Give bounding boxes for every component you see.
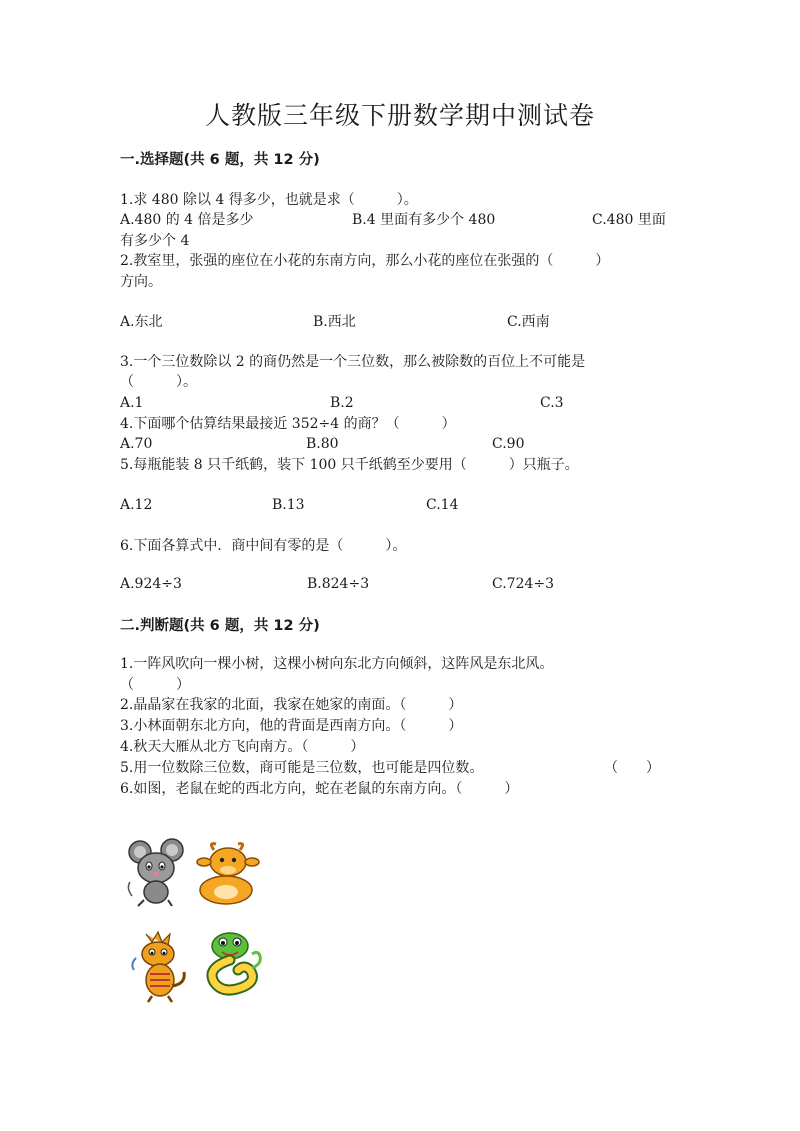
question-5-option-a: A.12 xyxy=(120,497,153,513)
question-1-option-b: B.4 里面有多少个 480 xyxy=(352,212,496,228)
judge-4-stem: 4.秋天大雁从北方飞向南方。（ ） xyxy=(120,739,365,755)
page-title: 人教版三年级下册数学期中测试卷 xyxy=(204,101,595,130)
question-2-option-a: A.东北 xyxy=(120,314,163,330)
section-heading-choice: 一.选择题(共 6 题，共 12 分) xyxy=(120,152,320,168)
question-4-stem: 4.下面哪个估算结果最接近 352÷4 的商？（ ） xyxy=(120,416,456,432)
ox-icon xyxy=(192,840,264,908)
mouse-icon xyxy=(126,838,190,910)
question-3-stem: 3.一个三位数除以 2 的商仍然是一个三位数，那么被除数的百位上不可能是 xyxy=(120,354,586,370)
question-2-stem: 2.教室里，张强的座位在小花的东南方向，那么小花的座位在张强的（ ） xyxy=(120,253,610,269)
question-2-option-b: B.西北 xyxy=(313,314,356,330)
dragon-icon xyxy=(128,928,192,1004)
question-2-stem-cont: 方向。 xyxy=(120,274,162,290)
section-heading-judge: 二.判断题(共 6 题，共 12 分) xyxy=(120,618,320,634)
question-3-stem-cont: （ ）。 xyxy=(120,374,197,390)
judge-5-blank: （ ） xyxy=(604,760,660,776)
question-3-option-b: B.2 xyxy=(330,395,354,411)
question-6-stem: 6.下面各算式中．商中间有零的是（ ）。 xyxy=(120,538,407,554)
question-4-option-b: B.80 xyxy=(306,436,339,452)
question-2-option-c: C.西南 xyxy=(507,314,550,330)
question-3-option-c: C.3 xyxy=(540,395,564,411)
question-6-option-c: C.724÷3 xyxy=(492,576,555,592)
judge-5-stem: 5.用一位数除三位数，商可能是三位数，也可能是四位数。 xyxy=(120,760,484,776)
judge-6-stem: 6.如图，老鼠在蛇的西北方向，蛇在老鼠的东南方向。（ ） xyxy=(120,781,519,797)
question-1-option-c-cont: 有多少个 4 xyxy=(120,233,190,249)
question-4-option-c: C.90 xyxy=(492,436,525,452)
judge-3-stem: 3.小林面朝东北方向，他的背面是西南方向。（ ） xyxy=(120,718,463,734)
question-4-option-a: A.70 xyxy=(120,436,153,452)
question-6-option-b: B.824÷3 xyxy=(307,576,370,592)
question-6-option-a: A.924÷3 xyxy=(120,576,182,592)
question-1-stem: 1.求 480 除以 4 得多少，也就是求（ ）。 xyxy=(120,192,418,208)
question-1-option-a: A.480 的 4 倍是多少 xyxy=(120,212,254,228)
judge-1-blank: （ ） xyxy=(120,677,190,693)
question-5-option-b: B.13 xyxy=(272,497,305,513)
question-5-stem: 5.每瓶能装 8 只千纸鹤，装下 100 只千纸鹤至少要用（ ）只瓶子。 xyxy=(120,457,579,473)
question-5-option-c: C.14 xyxy=(426,497,459,513)
judge-2-stem: 2.晶晶家在我家的北面，我家在她家的南面。（ ） xyxy=(120,697,463,713)
question-1-option-c: C.480 里面 xyxy=(592,212,666,228)
question-3-option-a: A.1 xyxy=(120,395,144,411)
snake-icon xyxy=(200,928,268,998)
judge-1-stem: 1.一阵风吹向一棵小树，这棵小树向东北方向倾斜，这阵风是东北风。 xyxy=(120,656,554,672)
